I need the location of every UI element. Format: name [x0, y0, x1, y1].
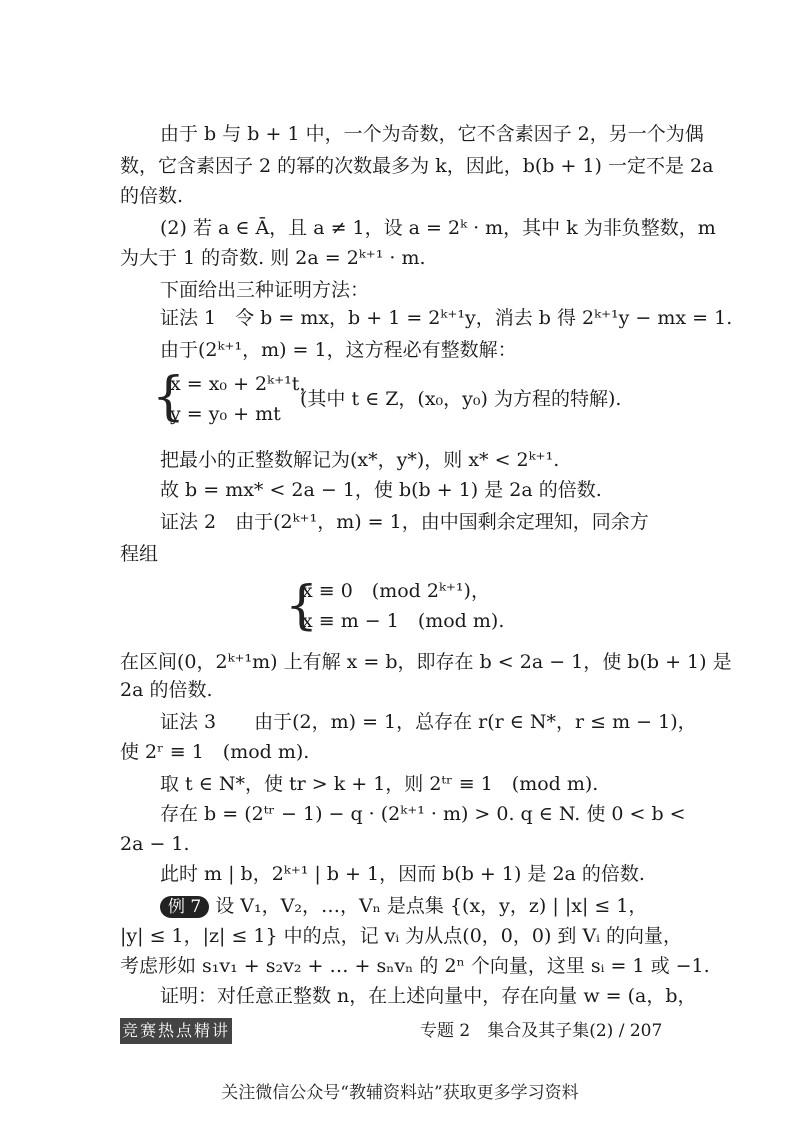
text-line: 2a 的倍数.	[120, 679, 213, 701]
system-equation: x ≡ m − 1 (mod m).	[302, 610, 505, 632]
series-label: 竞赛热点精讲	[120, 1018, 232, 1044]
chapter-page-label: 专题 2 集合及其子集(2) / 207	[420, 1021, 663, 1041]
system-note: (其中 t ∈ Z，(x₀，y₀) 为方程的特解).	[300, 388, 622, 410]
system-equation: x ≡ 0 (mod 2ᵏ⁺¹)，	[302, 580, 490, 602]
text-line: 考虑形如 s₁v₁ + s₂v₂ + … + sₙvₙ 的 2ⁿ 个向量，这里 sᵢ = 1 或 −1.	[120, 955, 710, 977]
text-line: 证法 2 由于(2ᵏ⁺¹，m) = 1，由中国剩余定理知，同余方	[160, 511, 649, 533]
text-line: 证法 3 由于(2，m) = 1，总存在 r(r ∈ N*，r ≤ m − 1)，	[160, 711, 697, 733]
text-line: 把最小的正整数解记为(x*，y*)，则 x* < 2ᵏ⁺¹.	[160, 449, 560, 471]
system-equation: x = x₀ + 2ᵏ⁺¹t，	[170, 373, 319, 395]
example-line	[160, 892, 720, 920]
text-line: 故 b = mx* < 2a − 1，使 b(b + 1) 是 2a 的倍数.	[160, 479, 602, 501]
text-line: 程组	[120, 543, 159, 565]
text-line: 为大于 1 的奇数. 则 2a = 2ᵏ⁺¹ · m.	[120, 247, 426, 269]
left-brace: {	[152, 367, 186, 427]
text-line: 2a − 1.	[120, 833, 190, 855]
text-line: 使 2ʳ ≡ 1 (mod m).	[120, 741, 310, 763]
text-line: 由于(2ᵏ⁺¹，m) = 1，这方程必有整数解：	[160, 339, 517, 361]
text-line: 取 t ∈ N*，使 tr > k + 1，则 2ᵗʳ ≡ 1 (mod m).	[160, 773, 599, 795]
text-span: 设 V₁，V₂，…，Vₙ 是点集 {(x，y，z) | |x| ≤ 1，	[215, 895, 648, 917]
text-line: |y| ≤ 1，|z| ≤ 1} 中的点，记 vᵢ 为从点(0，0，0) 到 Vᵢ 的向量，	[120, 925, 683, 947]
text-line: 的倍数.	[120, 185, 184, 207]
text-line: 由于 b 与 b + 1 中，一个为奇数，它不含素因子 2，另一个为偶	[160, 123, 704, 145]
text-line: 存在 b = (2ᵗʳ − 1) − q · (2ᵏ⁺¹ · m) > 0. q ∈ N. 使 0 < b <	[160, 803, 686, 825]
text-line: 此时 m | b，2ᵏ⁺¹ | b + 1，因而 b(b + 1) 是 2a 的倍数.	[160, 863, 645, 885]
example-badge: 例 7	[160, 896, 209, 918]
text-line: 下面给出三种证明方法：	[160, 279, 370, 301]
system-equation: y = y₀ + mt	[170, 403, 281, 425]
bottom-note: 关注微信公众号“教辅资料站”获取更多学习资料	[221, 1083, 579, 1103]
text-line: 证法 1 令 b = mx，b + 1 = 2ᵏ⁺¹y，消去 b 得 2ᵏ⁺¹y − mx = 1.	[160, 307, 733, 329]
left-brace: {	[285, 576, 319, 636]
text-line: 在区间(0，2ᵏ⁺¹m) 上有解 x = b，即存在 b < 2a − 1，使 b(b + 1) 是	[120, 651, 732, 673]
text-line: (2) 若 a ∈ Ā，且 a ≠ 1，设 a = 2ᵏ · m，其中 k 为非负整数，m	[160, 217, 716, 239]
text-line: 数，它含素因子 2 的幂的次数最多为 k，因此，b(b + 1) 一定不是 2a	[120, 155, 714, 177]
text-line: 证明：对任意正整数 n，在上述向量中，存在向量 w = (a，b，	[160, 985, 697, 1007]
